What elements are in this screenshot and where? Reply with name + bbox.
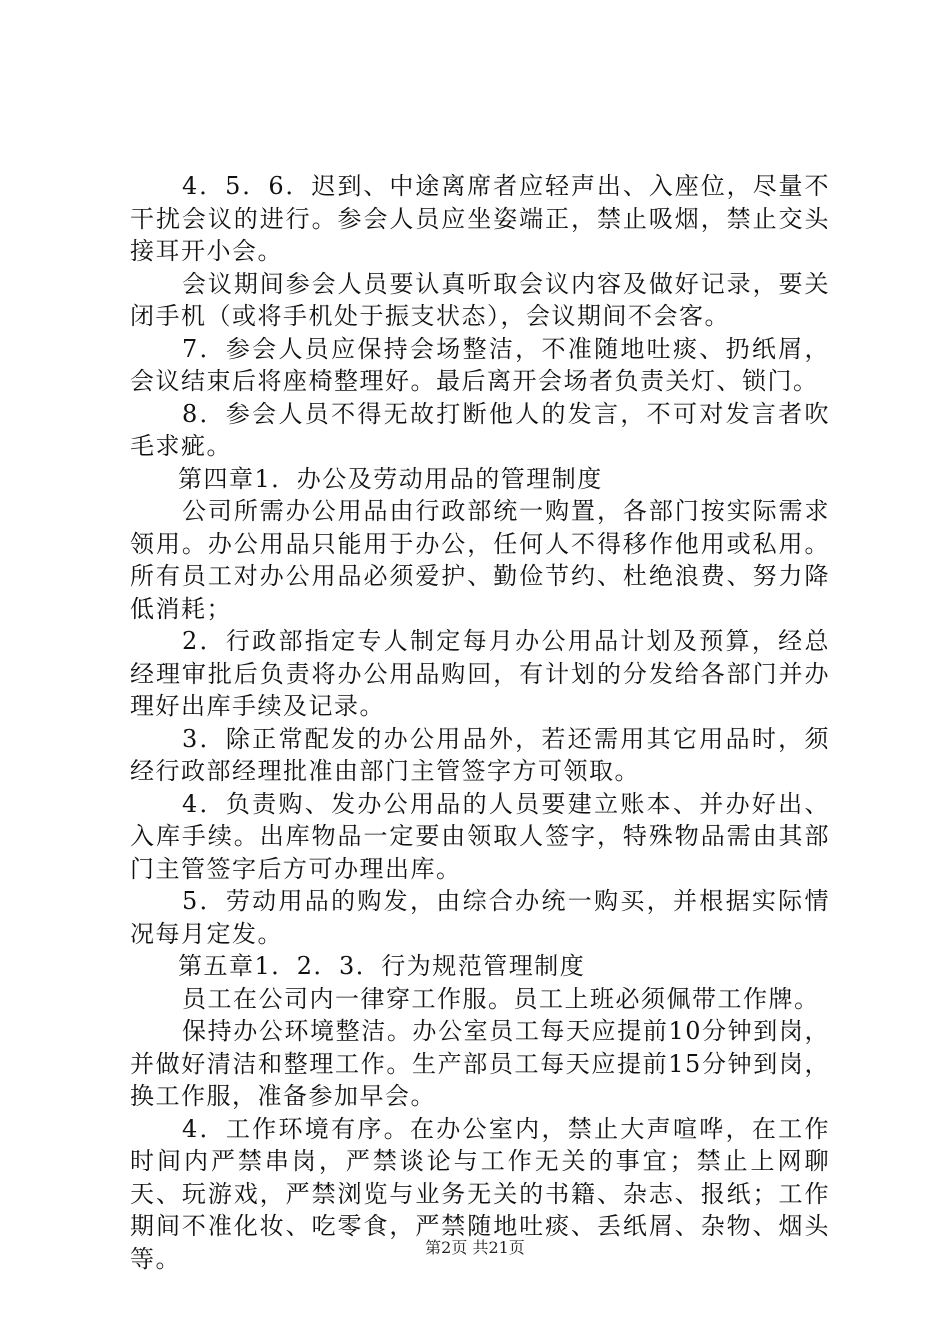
paragraph-supplies-approval: 3．除正常配发的办公用品外，若还需用其它用品时，须经行政部经理批准由部门主管签字方可领取。	[130, 724, 830, 785]
document-body	[130, 170, 830, 1275]
paragraph-work-order: 4．工作环境有序。在办公室内，禁止大声喧哗，在工作时间内严禁串岗，严禁谈论与工作无关的事宜；禁止上网聊天、玩游戏，严禁浏览与业务无关的书籍、杂志、报纸；工作期间不准化妆、吃零食，严禁随地吐痰、丢纸屑、杂物、烟头等。	[130, 1114, 830, 1273]
chapter-4-heading: 第四章1．办公及劳动用品的管理制度	[178, 464, 603, 493]
paragraph-meeting-record: 会议期间参会人员要认真听取会议内容及做好记录，要关闭手机（或将手机处于振支状态），会议期间不会客。	[130, 269, 830, 330]
paragraph-labor-supplies: 5．劳动用品的购发，由综合办统一购买，并根据实际情况每月定发。	[130, 887, 830, 948]
page-footer: 第2页 共21页	[425, 1238, 525, 1257]
paragraph-office-supplies: 公司所需办公用品由行政部统一购置，各部门按实际需求领用。办公用品只能用于办公，任何人不得移作他用或私用。所有员工对办公用品必须爱护、勤俭节约、杜绝浪费、努力降低消耗；	[130, 497, 830, 623]
paragraph-meeting-speech: 8．参会人员不得无故打断他人的发言，不可对发言者吹毛求疵。	[130, 399, 830, 460]
paragraph-supplies-plan: 2．行政部指定专人制定每月办公用品计划及预算，经总经理审批后负责将办公用品购回，有计划的分发给各部门并办理好出库手续及记录。	[130, 627, 830, 720]
paragraph-meeting-late: 4．5．6．迟到、中途离席者应轻声出、入座位，尽量不干扰会议的进行。参会人员应坐姿端正，禁止吸烟，禁止交头接耳开小会。	[130, 172, 830, 265]
paragraph-uniform: 员工在公司内一律穿工作服。员工上班必须佩带工作牌。	[182, 984, 820, 1013]
paragraph-environment: 保持办公环境整洁。办公室员工每天应提前10分钟到岗，并做好清洁和整理工作。生产部员工每天应提前15分钟到岗，换工作服，准备参加早会。	[130, 1017, 830, 1110]
paragraph-supplies-ledger: 4．负责购、发办公用品的人员要建立账本、并办好出、入库手续。出库物品一定要由领取人签字，特殊物品需由其部门主管签字后方可办理出库。	[130, 789, 830, 883]
paragraph-meeting-clean: 7．参会人员应保持会场整洁，不准随地吐痰、扔纸屑，会议结束后将座椅整理好。最后离开会场者负责关灯、锁门。	[130, 334, 830, 395]
chapter-5-heading: 第五章1．2．3．行为规范管理制度	[178, 952, 586, 980]
